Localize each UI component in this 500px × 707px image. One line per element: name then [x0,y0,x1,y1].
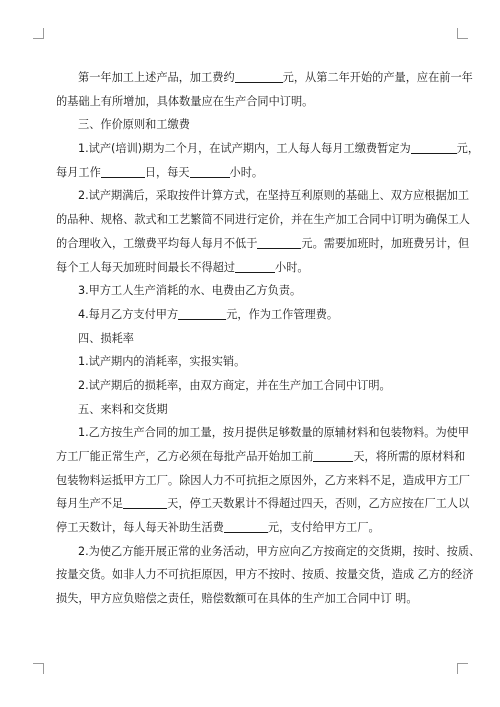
fill-blank[interactable] [411,142,457,154]
paragraph-line: 每月工作 日，每天 小时。 [56,165,264,179]
paragraph-line: 4.每月乙方支付甲方 元，作为工作管理费。 [78,307,339,321]
crop-mark-bottom-left [33,663,44,674]
fill-blank[interactable] [224,521,268,533]
section-heading: 四、损耗率 [78,331,134,345]
fill-blank[interactable] [313,450,353,462]
paragraph-line: 的品种、规格、款式和工艺繁简不同进行定价，并在生产加工合同中订明为确保工人 [56,213,470,227]
crop-mark-top-left [33,28,44,39]
fill-blank[interactable] [178,308,226,320]
fill-blank[interactable] [101,166,145,178]
fill-blank[interactable] [257,237,301,249]
paragraph-line: 损失，甲方应负赔偿之责任，赔偿数额可在具体的生产加工合同中订 明。 [56,592,418,606]
paragraph-line: 每个工人每天加班时间最长不得超过 小时。 [56,260,309,274]
section-heading: 五、来料和交货期 [78,402,168,416]
paragraph-line: 2.为使乙方能开展正常的业务活动，甲方应向乙方按商定的交货期，按时、按质、 [78,544,481,558]
paragraph-line: 停工天数计，每人每天补助生活费 元，支付给甲方工厂。 [56,521,380,535]
paragraph-line: 每月生产不足 天，停工天数累计不得超过四天，否则，乙方应按在厂工人以 [56,497,470,511]
paragraph-line: 1.乙方按生产合同的加工量，按月提供足够数量的原辅材料和包装物料。为使甲 [78,426,470,440]
document-body [56,66,481,611]
paragraph-line: 2.试产期满后，采取按件计算方式，在坚持互利原则的基础上、双方应根据加工 [78,189,470,203]
paragraph-line: 1.试产期内的消耗率，实报实销。 [78,355,246,369]
paragraph-line: 1.试产(培训)期为二个月，在试产期内，工人每人每月工缴费暂定为 元， [78,142,480,156]
paragraph-line: 的合理收入，工缴费平均每人每月不低于 元。需要加班时，加班费另计，但 [56,236,470,250]
section-heading: 三、作价原则和工缴费 [78,118,190,132]
paragraph-line: 按量交货。如非人力不可抗拒原因，甲方不按时、按质、按量交货，造成 乙方的经济 [56,568,474,582]
fill-blank[interactable] [235,71,283,83]
crop-mark-top-right [457,28,468,39]
paragraph-line: 3.甲方工人生产消耗的水、电费由乙方负责。 [78,284,302,298]
crop-mark-bottom-right [457,663,468,674]
paragraph-line: 第一年加工上述产品，加工费约 元，从第二年开始的产量，应在前一年 [78,71,473,84]
fill-blank[interactable] [123,497,167,509]
paragraph-line: 包装物料运抵甲方工厂。除因人力不可抗拒之原因外，乙方来料不足，造成甲方工厂 [56,473,470,487]
paragraph-line: 方工厂能正常生产，乙方必须在每批产品开始加工前 天，将所需的原材料和 [56,450,466,463]
paragraph-line: 的基础上有所增加，具体数量应在生产合同中订明。 [56,94,314,108]
fill-blank[interactable] [190,166,230,178]
fill-blank[interactable] [235,261,275,273]
paragraph-line: 2.试产期后的损耗率，由双方商定，并在生产加工合同中订明。 [78,378,391,392]
